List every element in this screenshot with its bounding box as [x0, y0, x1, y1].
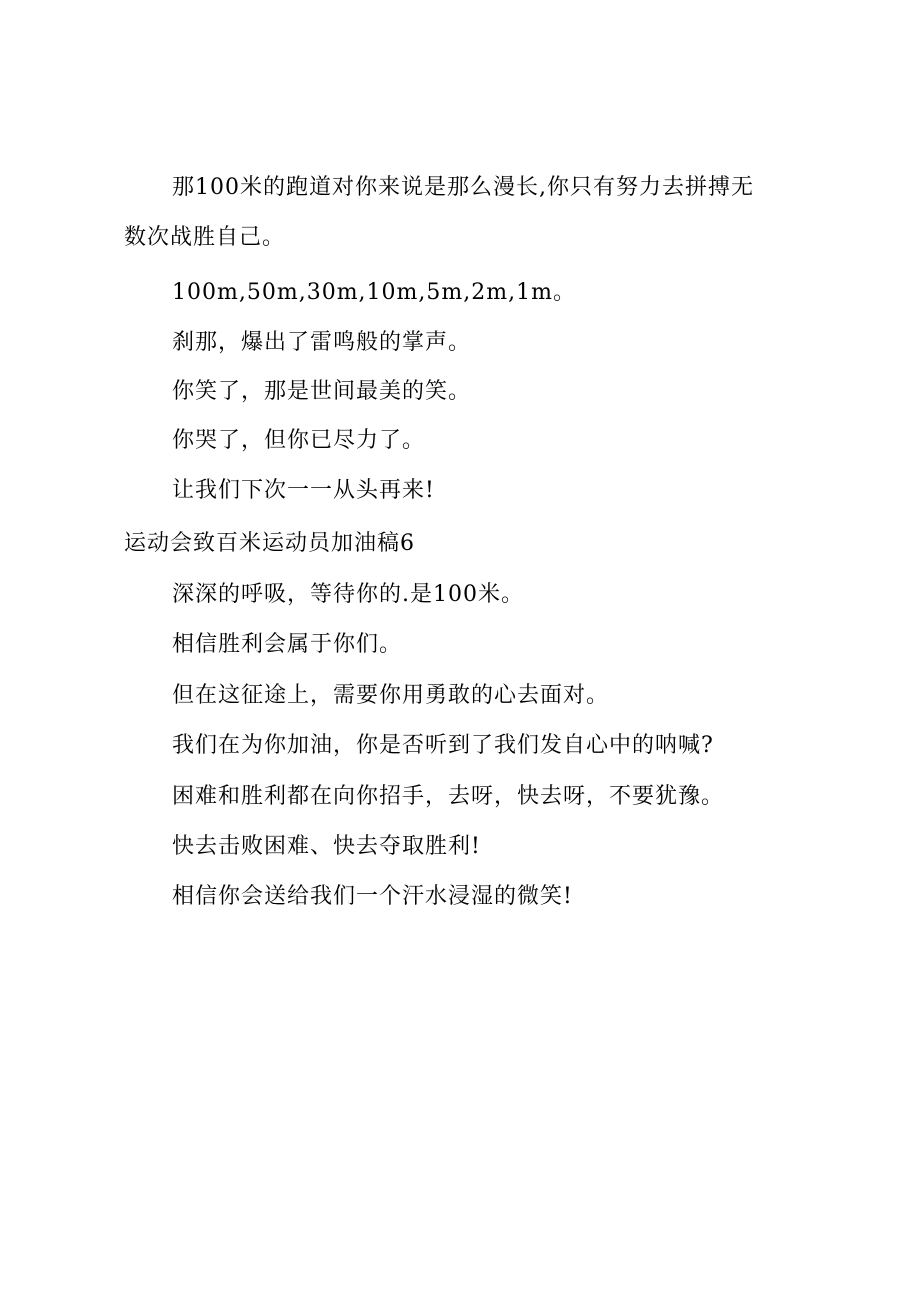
- paragraph: 相信你会送给我们一个汗水浸湿的微笑!: [172, 884, 573, 909]
- paragraph: 你笑了，那是世间最美的笑。: [172, 379, 472, 404]
- paragraph: 困难和胜利都在向你招手，去呀，快去呀，不要犹豫。: [172, 784, 725, 809]
- paragraph: 我们在为你加油，你是否听到了我们发自心中的呐喊?: [172, 733, 714, 758]
- paragraph: 你哭了，但你已尽力了。: [172, 428, 426, 453]
- section-heading: 运动会致百米运动员加油稿6: [124, 531, 415, 556]
- paragraph: 深深的呼吸，等待你的.是100米。: [172, 582, 524, 607]
- paragraph: 刹那，爆出了雷鸣般的掌声。: [172, 330, 472, 355]
- paragraph: 100m,50m,30m,10m,5m,2m,1m。: [172, 280, 576, 305]
- paragraph: 让我们下次一一从头再来!: [172, 478, 435, 503]
- paragraph: 但在这征途上，需要你用勇敢的心去面对。: [172, 683, 610, 708]
- paragraph: 快去击败困难、快去夺取胜利!: [172, 834, 481, 859]
- paragraph: 相信胜利会属于你们。: [172, 632, 403, 657]
- paragraph: 那100米的跑道对你来说是那么漫长,你只有努力去拼搏无数次战胜自己。: [124, 175, 754, 250]
